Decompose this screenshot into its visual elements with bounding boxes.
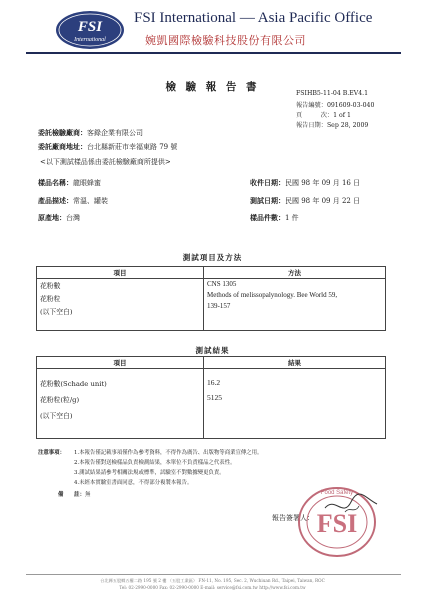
result-item: 花粉粒(粒/g) [40, 396, 80, 404]
note-line: 2.本報告僅對送檢樣品負責檢測結果，本單位不負責樣品之代表性。 [74, 460, 236, 466]
remark: 備 註：無 [58, 492, 91, 498]
results-values-cell [204, 369, 386, 439]
stamp-ring-text: Food Safety [320, 490, 354, 496]
methods-heading: 測試項目及方法 [182, 253, 243, 262]
report-number: 報告編號：091609-03-040 [296, 102, 375, 109]
logo-text: FSI [77, 19, 103, 35]
company-name-cn: 婉凱國際檢驗科技股份有限公司 [145, 34, 306, 47]
page-count: 頁 次：1 of 1 [296, 112, 351, 119]
result-value: 16.2 [207, 378, 221, 387]
signature-stamp [285, 478, 395, 560]
methods-item: 花粉粒 [40, 295, 61, 303]
header-rule [26, 52, 401, 54]
result-item: 花粉數(Schade unit) [40, 380, 107, 388]
note-line: 4.未經本實驗室書面同意，不得部分複製本報告。 [74, 480, 193, 486]
sample-name: 樣品名稱：龍眼蜂蜜 [38, 178, 101, 187]
received-date: 收件日期：民國 98 年 09 月 16 日 [250, 178, 361, 187]
methods-item: 花粉數 [40, 282, 61, 290]
footer-rule [26, 574, 401, 575]
results-table [36, 356, 386, 439]
results-col-result: 結果 [204, 357, 386, 369]
client-note: <以下測試樣品係由委託檢驗廠商所提供> [40, 158, 171, 166]
result-item: (以下空白) [40, 412, 73, 420]
methods-col-method: 方法 [204, 267, 386, 279]
method-line: CNS 1305 [207, 280, 237, 288]
method-line: Methods of melissopalynology. Bee World 59, [207, 291, 338, 299]
methods-items-cell [37, 279, 204, 331]
methods-method-cell [204, 279, 386, 331]
fsi-logo [54, 9, 126, 51]
footer-address: 台北縣五股鄉五權二路 195 號 2 樓 （五股工業區） FN-11, No. 195, Sec. 2, Wuchiuan Rd., Taipei, Taiwan, ROC [100, 578, 325, 583]
client-address: 委託廠商地址：台北縣新莊市幸福東路 79 號 [38, 142, 178, 151]
test-date: 測試日期：民國 98 年 09 月 22 日 [250, 196, 361, 205]
methods-table [36, 266, 386, 331]
stamp-text: FSI [316, 509, 358, 538]
results-items-cell [37, 369, 204, 439]
results-heading: 測試結果 [195, 346, 230, 355]
sample-count: 樣品件數：1 件 [250, 213, 299, 222]
note-line: 3.測試結果請參考相關法規或標準，試驗室不對數據變更負責。 [74, 470, 225, 476]
methods-item: (以下空白) [40, 308, 73, 316]
client-name: 委託檢驗廠商：客錄企業有限公司 [38, 128, 143, 137]
results-col-item: 項目 [37, 357, 204, 369]
note-line: 1.本報告僅記載事項僅作為參考資料，不得作為廣告、出版物等商業宣傳之用。 [74, 450, 263, 456]
product-description: 產品描述：常溫、罐裝 [38, 196, 108, 205]
report-title: 檢 驗 報 告 書 [165, 81, 260, 93]
signatory-label: 報告簽署人： [272, 514, 314, 522]
notes-label: 注意事項： [38, 450, 65, 456]
form-number: FSIHB5-11-04 B.EV4.1 [296, 90, 369, 97]
origin: 原產地：台灣 [38, 213, 80, 222]
logo-sub: International [74, 37, 106, 43]
report-date: 報告日期：Sep 28, 2009 [296, 122, 369, 129]
result-value: 5125 [207, 393, 222, 402]
method-line: 139-157 [207, 302, 231, 310]
company-name-en: FSI International — Asia Pacific Office [134, 10, 373, 26]
footer-contact: Tel: 02-2990-0000 Fax: 02-2990-0000 E-mail: service@fsi.com.tw http://www.fsi.com.tw [119, 585, 306, 590]
methods-col-item: 項目 [37, 267, 204, 279]
